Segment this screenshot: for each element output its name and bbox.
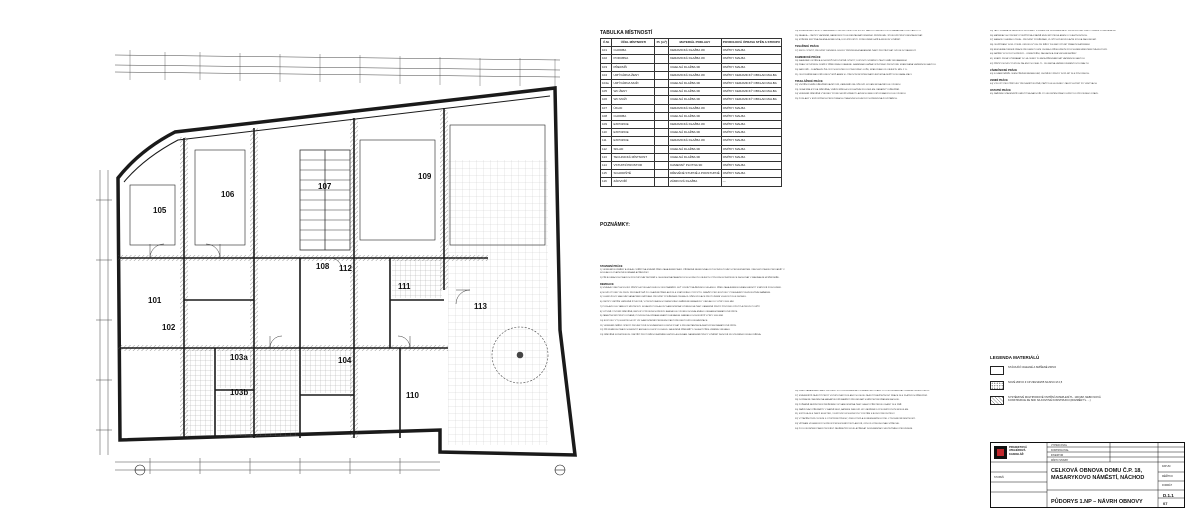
tb-field-label: STUPEŇ (994, 476, 1004, 479)
header-cell: ÚČEL MÍSTNOSTI (612, 39, 655, 47)
rooms-table-body (601, 47, 782, 186)
notes-paragraph: 34) PO DOKONČENÍ PRACÍ PROVÉST ZÁVĚREČNÝ ÚKLID A PŘEDAT DOKUMENTACI SKUTEČNÉHO PROVEDENÍ. (795, 427, 913, 430)
notes-paragraph: 11) VEŠKERÉ ZMĚNY OPROTI PROJEKTOVÉ DOKUMENTACI KONZULTOVAT S PROJEKTANTEM A ZÁSTUPCEM PAMÁTKOVÉ PÉČE. (600, 324, 737, 327)
notes-paragraph: 21) ODVODNĚNÍ NÁDVOŘÍ LINIOVÝM ŽLABEM S LITINOVÝM ROŠTEM NAPOJENÝM NA DEŠŤOVOU KANALIZACI. (795, 73, 913, 76)
tb-field-label: DATUM (1162, 465, 1171, 468)
table-cell: CIHELNÁ DLAŽBA 3D (669, 63, 722, 71)
table-cell: KERAMICKÁ DLAŽBA 3D (669, 121, 722, 129)
notes-paragraph: 43) KOVANÉ MŘÍŽE OKEN PŘÍZEMÍ REPASOVAT, CHYBĚJÍCÍ PRVKY DOPLNIT DLE PŮVODNÍCH. (990, 73, 1090, 75)
table-row (601, 71, 782, 79)
legend-swatch-hatch (990, 396, 1004, 405)
table-cell: 110 (601, 129, 612, 137)
table-cell: 103 (601, 63, 612, 71)
legend-text: SYSTÉMOVÉ MULTIPOROVÉ VNITŘNÍ ZATEPLENÍ TL. 100 MM, NEBO NOVÁ KONSTRUKCE ZE SDK NA KOVOVÉ KONSTRUKCI (ROZMĚR TL. ...) (1008, 396, 1101, 403)
legend-text: STÁVAJÍCÍ CIHELNÉ A SMÍŠENÉ ZDIVO (1008, 366, 1057, 369)
table-cell: SCHODIŠTĚ (612, 170, 655, 178)
table-cell: 115 (601, 170, 612, 178)
table-cell: OMÍTKY MALBA (721, 47, 781, 55)
notes-heading: ZÁMEČNICKÉ PRÁCE (990, 68, 1018, 72)
floor-patterns (186, 160, 548, 445)
table-cell: OMÍTKY MALBA (721, 63, 781, 71)
table-cell: VSTUPNÍ PROSTOR (612, 162, 655, 170)
tb-field-label: VYPRACOVAL (1051, 444, 1068, 447)
notes-paragraph: 23) OKNA ŠPALETOVÁ DŘEVĚNÁ, VNĚJŠÍ KŘÍDLA S IZOLAČNÍM DVOJSKLEM. PARAPETY DŘEVĚNÉ. (795, 88, 900, 91)
company-line: KANCELÁŘ (1009, 452, 1024, 456)
notes-paragraph: 27) STAVENIŠTĚ ZAJISTIT PROTI VSTUPU NEPOVOLANÝCH OSOB. ZAJISTIT BEZPEČNOST PRÁCE DLE PLATNÝCH PŘEDPISŮ. (795, 394, 928, 397)
notes-paragraph: 30) ZAŘIZOVACÍ PŘEDMĚTY V BARVĚ BÍLÉ, BATERIE PÁKOVÉ. WC ZÁVĚSNÉ S PODOMÍTKOVÝM MODULEM. (795, 408, 909, 411)
notes-paragraph: 4) NOVÉ OTVORY VE ZDIVU PROVÁDĚT AŽ PO OSAZENÍ PŘEKLADŮ DLE STATICKÉHO VÝPOČTU. DRÁŽKY PRO ROZVODY VYSEKÁVAT POUZE RUČNÍM NÁŘADÍM. (600, 291, 771, 294)
notes-paragraph: 10) ROZVODY ZTI, ELEKTRO A VZT VIZ SAMOSTATNÉ PROFESNÍ ČÁSTI PROJEKTOVÉ DOKUMENTACE. (600, 319, 708, 322)
notes-paragraph: 9) ZÁMEČNICKÉ PRVKY KOVANÉ, POVRCHOVÁ ÚPRAVA GRAFITOVÁ BARVA. ZÁBRADLÍ SCHODIŠTĚ VÝŠKY 1000 MM. (600, 315, 724, 318)
table-cell: OMÍTKY MALBA (721, 153, 781, 161)
notes-paragraph: 16) STŘEŠNÍ KRYTINA PÁLENÁ BOBROVKA, DVOJITÉ KRYTÍ. POŠKOZENÉ LATĚ A KROKVE VYMĚNIT. (795, 39, 901, 42)
table-cell: KERAMICKÁ DLAŽBA 3D (669, 71, 722, 79)
notes-paragraph: 32) VYTÁPĚNÍ TEPLOVODNÍ S OTOPNÝMI TĚLESY, ZDROJ TEPLA KONDENZAČNÍ KOTEL V TECHNICKÉ MÍSTNOSTI. (795, 418, 916, 421)
notes-paragraph: 6) OMÍTKY VNITŘNÍ VÁPENNÉ ŠTUKOVÉ, V PROSTORÁCH HYGIENICKÉHO ZAŘÍZENÍ KERAMICKÝ OBKLAD DO VÝŠKY 2000 MM. (600, 301, 735, 304)
table-cell: 108 (601, 112, 612, 120)
table-cell: OMÍTKY KERAMICKÝ OBKLAD MALBA (721, 71, 781, 79)
notes-paragraph: 45) ZAŘÍZENÍ STAVENIŠTĚ UMÍSTIT NA NÁDVOŘÍ. PO UKONČENÍ PRACÍ UVÉST DO PŮVODNÍHO STAVU. (990, 93, 1099, 96)
table-cell: KAMENNÝ PLOTNA 3D (669, 162, 722, 170)
table-cell: UMÝVÁRNA ŽENY (612, 71, 655, 79)
notes-paragraph: 18) KAMENNÉ OSTĚNÍ A SCHODIŠŤOVÉ STUPNĚ OČISTIT, DOPLNIT CHYBĚJÍCÍ ČÁSTI UMĚLÝM KAMENEM. (795, 59, 908, 62)
table-cell: SKLAD (612, 145, 655, 153)
table-cell (655, 63, 669, 71)
legend-title: LEGENDA MATERIÁLŮ (990, 355, 1040, 360)
notes-paragraph: 5) VLHKÉ ZDIVO SANOVAT SANAČNÍMI OMÍTKAMI. PROVÉST PODŘEZÁNÍ ZDIVA A VLOŽENÍ IZOLACE PROTI ZEMNÍ VLHKOSTI DLE DETAILU. (600, 296, 747, 299)
notes-paragraph: 7) PODLAHY DLE TABULKY MÍSTNOSTÍ. SKLADBY PODLAH VIZ SAMOSTATNÁ VÝKRESOVÁ ČÁST. KAMENNÉ PRVKY PŮVODNÍ OČISTIT A ZNOVU POUŽÍT. (600, 305, 761, 308)
table-header-row (601, 39, 782, 47)
title-block (990, 442, 1185, 508)
room-label-107: 107 (318, 182, 332, 191)
header-cell: POVRCHOVÁ ÚPRAVA STĚN A STROPU (721, 39, 781, 47)
room-label-103a: 103a (230, 353, 248, 362)
notes-heading: DEMOLICE (600, 282, 614, 286)
project-title-line: CELKOVÁ OBNOVA DOMU Č.P. 18, (1051, 468, 1142, 474)
table-cell (655, 121, 669, 129)
notes-paragraph: 38) ODVĚTRANÝ SOKL PODÉL OBVODOVÝCH ZDÍ ŠÍŘKY 200 MM VYPLNIT PRANÝM KAČÍRKEM. (990, 44, 1091, 47)
notes-heading: TRUHLÁŘSKÉ PRÁCE (795, 79, 823, 83)
table-cell (655, 55, 669, 63)
table-cell: CIHELNÁ DLAŽBA 3D (669, 153, 722, 161)
table-cell (655, 112, 669, 120)
notes-paragraph: 19) PRÁH VSTUPNÍCH DVEŘÍ Z PŘÍRODNÍHO KAMENE. KAMENNÁ DLAŽBA VSTUPNÍHO PROSTORU SPÁROVANÁ VÁPENNOU MALTOU. (795, 64, 937, 67)
notes-paragraph: 28) DOPRAVNÍ OMEZENÍ NA MASARYKOVĚ NÁMĚSTÍ PROJEDNAT S MĚSTSKÝM ÚŘADEM NÁCHOD. (795, 399, 900, 402)
table-cell: EXPOZICE (612, 129, 655, 137)
notes-paragraph: 20) NÁDVOŘÍ – DLAŽBA ZE ŽULOVÝCH KOSTEK DO PÍSKOVÉHO LOŽE, SPÁDOVÁNÍ OD OBJEKTU MIN. 2 %. (795, 69, 908, 72)
table-cell (655, 104, 669, 112)
tb-field-label: FORMÁT (1162, 484, 1173, 487)
table-cell: OMÍTKY MALBA (721, 137, 781, 145)
table-cell: 104a (601, 80, 612, 88)
room-label-109: 109 (418, 172, 432, 181)
notes-paragraph: 22) VNITŘNÍ DVEŘE DŘEVĚNÉ KAZETOVÉ, ZÁRUBNĚ OBLOŽKOVÉ. KOVÁNÍ MOSAZNÉ DLE VZORKU. (795, 84, 901, 86)
table-cell: 111 (601, 137, 612, 145)
table-cell (655, 47, 669, 55)
tb-field-label: INVESTOR (1051, 454, 1064, 457)
room-label-103b: 103b (230, 388, 249, 397)
table-cell: CHODBA (612, 112, 655, 120)
table-row (601, 112, 782, 120)
notes-paragraph: 12) PŘI ZEMNÍCH PRACÍCH ZAJISTIT ARCHEOLOGICKÝ DOHLED. NALEZENÉ PŘEDMĚTY OHLÁSIT PŘÍSLUŠNÉMU ORGÁNU. (600, 329, 731, 332)
table-cell: CIHELNÁ DLAŽBA 3D (669, 129, 722, 137)
table-cell (655, 137, 669, 145)
notes-paragraph: 41) SPÁRY ZDIVA VYŠKRÁBAT DO HLOUBKY 20 MM A PŘESPÁROVAT VÁPENNOU MALTOU. (990, 58, 1086, 61)
legend-item (990, 396, 1110, 405)
table-cell: CIHELNÁ DLAŽBA 3D (669, 112, 722, 120)
table-row (601, 63, 782, 71)
table-cell (655, 178, 669, 186)
drawing-number: D.1.1 (1163, 493, 1174, 498)
room-label-102: 102 (162, 323, 176, 332)
table-cell: KERAMICKÁ DLAŽBA 3D (669, 104, 722, 112)
rooms-table-grid (600, 38, 782, 187)
bottom-dimension-lines (115, 458, 440, 474)
table-row (601, 88, 782, 96)
notes-title: POZNÁMKY: (600, 222, 630, 228)
table-cell: OMÍTKY KERAMICKÝ OBKLAD MALBA (721, 80, 781, 88)
left-dimension-lines (96, 170, 112, 455)
notes-paragraph: 8) VÝPLNĚ OTVORŮ DŘEVĚNÉ, REPLIKY PŮVODNÍCH PRVKŮ. BARVA DLE VZORKU SCHVÁLENÉHO ORGÁNEM PAMÁTKOVÉ PÉČE. (600, 310, 738, 313)
table-row (601, 153, 782, 161)
legend-swatch-dots (990, 381, 1004, 390)
table-row (601, 170, 782, 178)
table-cell: CIHELNÁ DLAŽBA 3D (669, 145, 722, 153)
notes-column-1 (600, 262, 788, 472)
table-cell: OMÍTKY MALBA (721, 104, 781, 112)
rooms-table-title: TABULKA MÍSTNOSTÍ (600, 30, 653, 36)
header-cell: Č.M. (601, 39, 612, 47)
table-row (601, 104, 782, 112)
table-cell: EXPOZICE (612, 137, 655, 145)
materials-legend (990, 355, 1110, 411)
table-cell: ZÁDVOŘÍ (612, 178, 655, 186)
table-cell: OMÍTKY MALBA (721, 162, 781, 170)
drawing-sheet-number: 07 (1163, 501, 1168, 506)
table-cell: — (721, 178, 781, 186)
table-cell: OMÍTKY MALBA (721, 112, 781, 120)
room-label-101: 101 (148, 296, 162, 305)
table-row (601, 178, 782, 186)
table-cell: OMÍTKY MALBA (721, 55, 781, 63)
notes-paragraph: 35) TATO ZPRÁVA JE NEDÍLNOU SOUČÁSTÍ VÝKRESOVÉ DOKUMENTACE. PŘI ROZPORU PLATÍ VÝKRES PODROBNĚJŠÍ. (990, 30, 1117, 32)
room-label-104: 104 (338, 356, 352, 365)
table-cell (655, 145, 669, 153)
table-cell: UMÝVÁRNA MUŽI (612, 80, 655, 88)
notes-paragraph: 17) KROV OČISTIT, PROVÉST DENDROLOGICKÝ PRŮZKUM A NAPADENÉ ČÁSTI PROTÉZOVAT. SPOJE DOTÁHNOUT. (795, 49, 917, 52)
table-cell: 105 (601, 88, 612, 96)
table-cell: WC MUŽI (612, 96, 655, 104)
table-cell: 114 (601, 162, 612, 170)
table-cell: KERAMICKÁ DLAŽBA 3D (669, 47, 722, 55)
drawing-name: PŮDORYS 1.NP – NÁVRH OBNOVY (1051, 499, 1143, 505)
room-label-113: 113 (474, 302, 487, 311)
table-cell (655, 71, 669, 79)
table-cell: OMÍTKY MALBA (721, 121, 781, 129)
table-cell (655, 153, 669, 161)
table-cell (655, 96, 669, 104)
notes-heading: STAVEBNÍ PRÁCE (600, 265, 623, 268)
notes-paragraph: 26) PŘED ZAHÁJENÍM PRACÍ PROVÉST FOTODOKUMENTACI STÁVAJÍCÍHO STAVU. FOTODOKUMENTACI PŘEDAT INVESTOROVI. (795, 390, 930, 392)
table-row (601, 162, 782, 170)
legend-swatch-blank (990, 366, 1004, 375)
table-cell: PŘEDSÍŇ (612, 63, 655, 71)
table-cell (655, 170, 669, 178)
project-title (1051, 468, 1144, 482)
table-cell: 102 (601, 55, 612, 63)
table-cell: WC ŽENY (612, 88, 655, 96)
notes-paragraph: 14) KLEMPÍŘSKÉ PRVKY Z MĚDĚNÉHO PLECHU. DEŠŤOVÉ SVODY NAPOJIT NA DEŠŤOVOU KANALIZACI DLE ČÁSTI ZTI. (795, 30, 922, 32)
top-dimension-lines (115, 50, 560, 87)
table-cell: OMÍTKY MALBA (721, 145, 781, 153)
notes-paragraph: 29) POŽÁRNĚ BEZPEČNOSTNÍ ŘEŠENÍ VIZ SAMOSTATNÁ ČÁST. HASICÍ PŘÍSTROJE OSADIT DLE PBŘ. (795, 404, 902, 407)
notes-heading: OSTATNÍ PRÁCE (990, 89, 1011, 93)
notes-heading: KAMENICKÉ PRÁCE (795, 55, 821, 59)
notes-paragraph: 33) VĚTRÁNÍ HYGIENICKÝCH PROSTOR NUCENÉ PODTLAKOVÉ, ODVOD VZDUCHU NAD STŘECHU. (795, 422, 900, 425)
notes-paragraph: 24) VEŠKERÉ DŘEVĚNÉ VÝROBKY POVRCHOVĚ UPRAVIT LAZUROU NEBO KRYCÍ BARVOU DLE VZORKU. (795, 93, 907, 96)
company-line: ATELIÉROVÁ (1009, 449, 1026, 453)
tb-field-label: MÍSTO STAVBY (1051, 459, 1069, 462)
table-row (601, 121, 782, 129)
tb-field-label: MĚŘÍTKO (1162, 475, 1173, 478)
table-cell: CHODBA (612, 47, 655, 55)
table-cell: OMÍTKY KERAMICKÝ OBKLAD MALBA (721, 96, 781, 104)
legend-text: NOVÉ ZDIVO Z CP 290/140/65 NA MVC M 2,5 (1008, 381, 1063, 384)
notes-paragraph: 39) RESTAURÁTORSKÉ PRÁCE PROVÁDÍ POUZE OSOBA S PŘÍSLUŠNÝM POVOLENÍM MINISTERSTVA KULTURY. (990, 48, 1108, 51)
table-cell: CIHELNÁ DLAŽBA 3D (669, 88, 722, 96)
rooms-table (600, 30, 782, 187)
table-cell: 106 (601, 96, 612, 104)
table-cell: ZÁMKOVÁ DLAŽBA (669, 178, 722, 186)
header-cell: MATERIÁL PODLAHY (669, 39, 722, 47)
room-label-112: 112 (339, 264, 352, 273)
table-cell: EXPOZICE (612, 121, 655, 129)
table-cell: 113 (601, 153, 612, 161)
table-cell: KERAMICKÁ DLAŽBA 3D (669, 55, 722, 63)
table-cell: PORUBNA (612, 55, 655, 63)
table-cell: 107 (601, 104, 612, 112)
table-cell: DŘEVĚNÉ STUPNĚ A PODSTUPNĚ (669, 170, 722, 178)
table-cell (655, 80, 669, 88)
notes-paragraph: 36) MATERIÁLY A VÝROBKY POUŽITÉ NA STAVBĚ MUSÍ MÍT PROHLÁŠENÍ O VLASTNOSTECH. (990, 34, 1088, 37)
legend-item (990, 366, 1110, 375)
room-label-110: 110 (406, 391, 419, 400)
table-cell: TECHNICKÁ MÍSTNOST (612, 153, 655, 161)
table-cell: OMÍTKY KERAMICKÝ OBKLAD MALBA (721, 88, 781, 96)
notes-column-4 (990, 30, 1185, 350)
tb-field-label: KONTROLOVAL (1051, 449, 1069, 452)
header-cell: Pl. [m²] (655, 39, 669, 47)
notes-heading: TESAŘSKÉ PRÁCE (795, 45, 819, 49)
room-label-108: 108 (316, 262, 330, 271)
table-cell: 101 (601, 47, 612, 55)
table-cell: KERAMICKÁ DLAŽBA 3D (669, 137, 722, 145)
table-cell (655, 129, 669, 137)
table-row (601, 55, 782, 63)
notes-paragraph: 31) SVÍTIDLA DLE ČÁSTI ELEKTRO, V EXPOZICI KOLEJNICOVÝ SYSTÉM S BODOVÝMI SVÍTIDLY. (795, 413, 896, 416)
table-row (601, 96, 782, 104)
notes-paragraph: 2) PŘI BOURACÍCH PRACÍCH POSTUPOVAT ŠETRNĚ S OHLEDEM NA PAMÁTKOVOU HODNOTU OBJEKTU. PŮVODNÍ KONSTRUKCE ZACHOVAT V MAXIMÁLNÍ MOŽNÉ MÍŘE. (600, 276, 780, 279)
notes-paragraph: 25) PODLAHY V EXPOZIČNÍCH PROSTORÁCH Z MASIVNÍCH DUBOVÝCH PRKEN NA POLŠTÁŘÍCH. (795, 98, 898, 101)
staircase (300, 150, 350, 250)
table-cell (655, 162, 669, 170)
table-row (601, 137, 782, 145)
table-cell: CIHELNÁ DLAŽBA 3D (669, 96, 722, 104)
table-row (601, 80, 782, 88)
company-line: PROJEKTOVÁ (1009, 446, 1027, 449)
legend-item (990, 381, 1110, 390)
room-label-111: 111 (398, 282, 411, 291)
notes-paragraph: 13) DŘEVĚNÉ KONSTRUKCE OŠETŘIT PROTI DŘEVOKAZNÉMU HMYZU A HOUBÁM. NAPADENÉ PRVKY VYMĚNIT ZA NOVÉ ZE STEJNÉHO DRUHU DŘEVA. (600, 333, 762, 336)
notes-paragraph: 15) FASÁDA – OMÍTKY VÁPENNÉ, BAREVNOST DLE RESTAURÁTORSKÉHO PRŮZKUMU. ŠTUKOVÉ PRVKY RESTAUROVAT. (795, 34, 923, 37)
notes-paragraph: 42) PŘÍČKY NOVÉ Z PLNÝCH PÁLENÝCH CIHEL TL. 150 MM NA VÁPENOCEMENTOVOU MALTU. (990, 62, 1090, 65)
room-label-106: 106 (221, 190, 235, 199)
notes-paragraph: 37) SANACE VLHKÉHO ZDIVA – PROVÉST PODŘEZÁNÍ, VLOŽIT HYDROIZOLAČNÍ FÓLII A ZAKLÍNOVAT. (990, 39, 1097, 42)
table-row (601, 47, 782, 55)
table-cell: 116 (601, 178, 612, 186)
table-row (601, 129, 782, 137)
table-cell: 112 (601, 145, 612, 153)
table-cell: CIHELNÁ DLAŽBA 3D (669, 80, 722, 88)
notes-column-3 (795, 390, 981, 490)
notes-paragraph: 44) VÝKOPY PRO PŘÍPOJKY PROVÁDĚT RUČNĚ, PAŽIT DLE HLOUBKY. ZÁSYP HUTNIT PO VRSTVÁCH. (990, 83, 1098, 86)
table-row (601, 145, 782, 153)
table-cell: OMÍTKY MALBA (721, 129, 781, 137)
table-cell (655, 88, 669, 96)
table-cell: OMÍTKY MALBA (721, 170, 781, 178)
project-title-line: MASARYKOVO NÁMĚSTÍ, NÁCHOD (1051, 475, 1145, 481)
room-label-105: 105 (153, 206, 167, 215)
notes-paragraph: 3) STÁVAJÍCÍ NEVYHOVUJÍCÍ PŘÍČKY A PODLAHY BUDOU ODSTRANĚNY. SUŤ ODVÉZT NA ŘÍZENOU SKLÁDKU. PŘED ZAHÁJENÍM BOURÁNÍ ZAJISTIT STATICKÉ POSOUZENÍ. (600, 287, 782, 290)
table-cell: 104 (601, 71, 612, 79)
notes-paragraph: 1) VEŠKERÉ ROZMĚRY A ÚDAJE OVĚŘIT NA STAVBĚ PŘED ZAHÁJENÍM PRACÍ. PŘÍPADNÉ NESROVNALOSTI KONZULTOVAT S PROJEKTANTEM. VŠECHNY PRÁCE PROVÁDĚT V SOULADU S PLATNÝMI NORMAMI A PŘEDPISY. (600, 269, 785, 275)
table-cell: 109 (601, 121, 612, 129)
table-cell: ÚKLID (612, 104, 655, 112)
notes-paragraph: 40) NÁTĚRY KOVOVÝCH PRVKŮ – ODREZIVĚNÍ, ZÁKLADNÍ A DVA VRCHNÍ NÁTĚRY. (990, 53, 1077, 56)
notes-heading: ZEMNÍ PRÁCE (990, 79, 1008, 83)
